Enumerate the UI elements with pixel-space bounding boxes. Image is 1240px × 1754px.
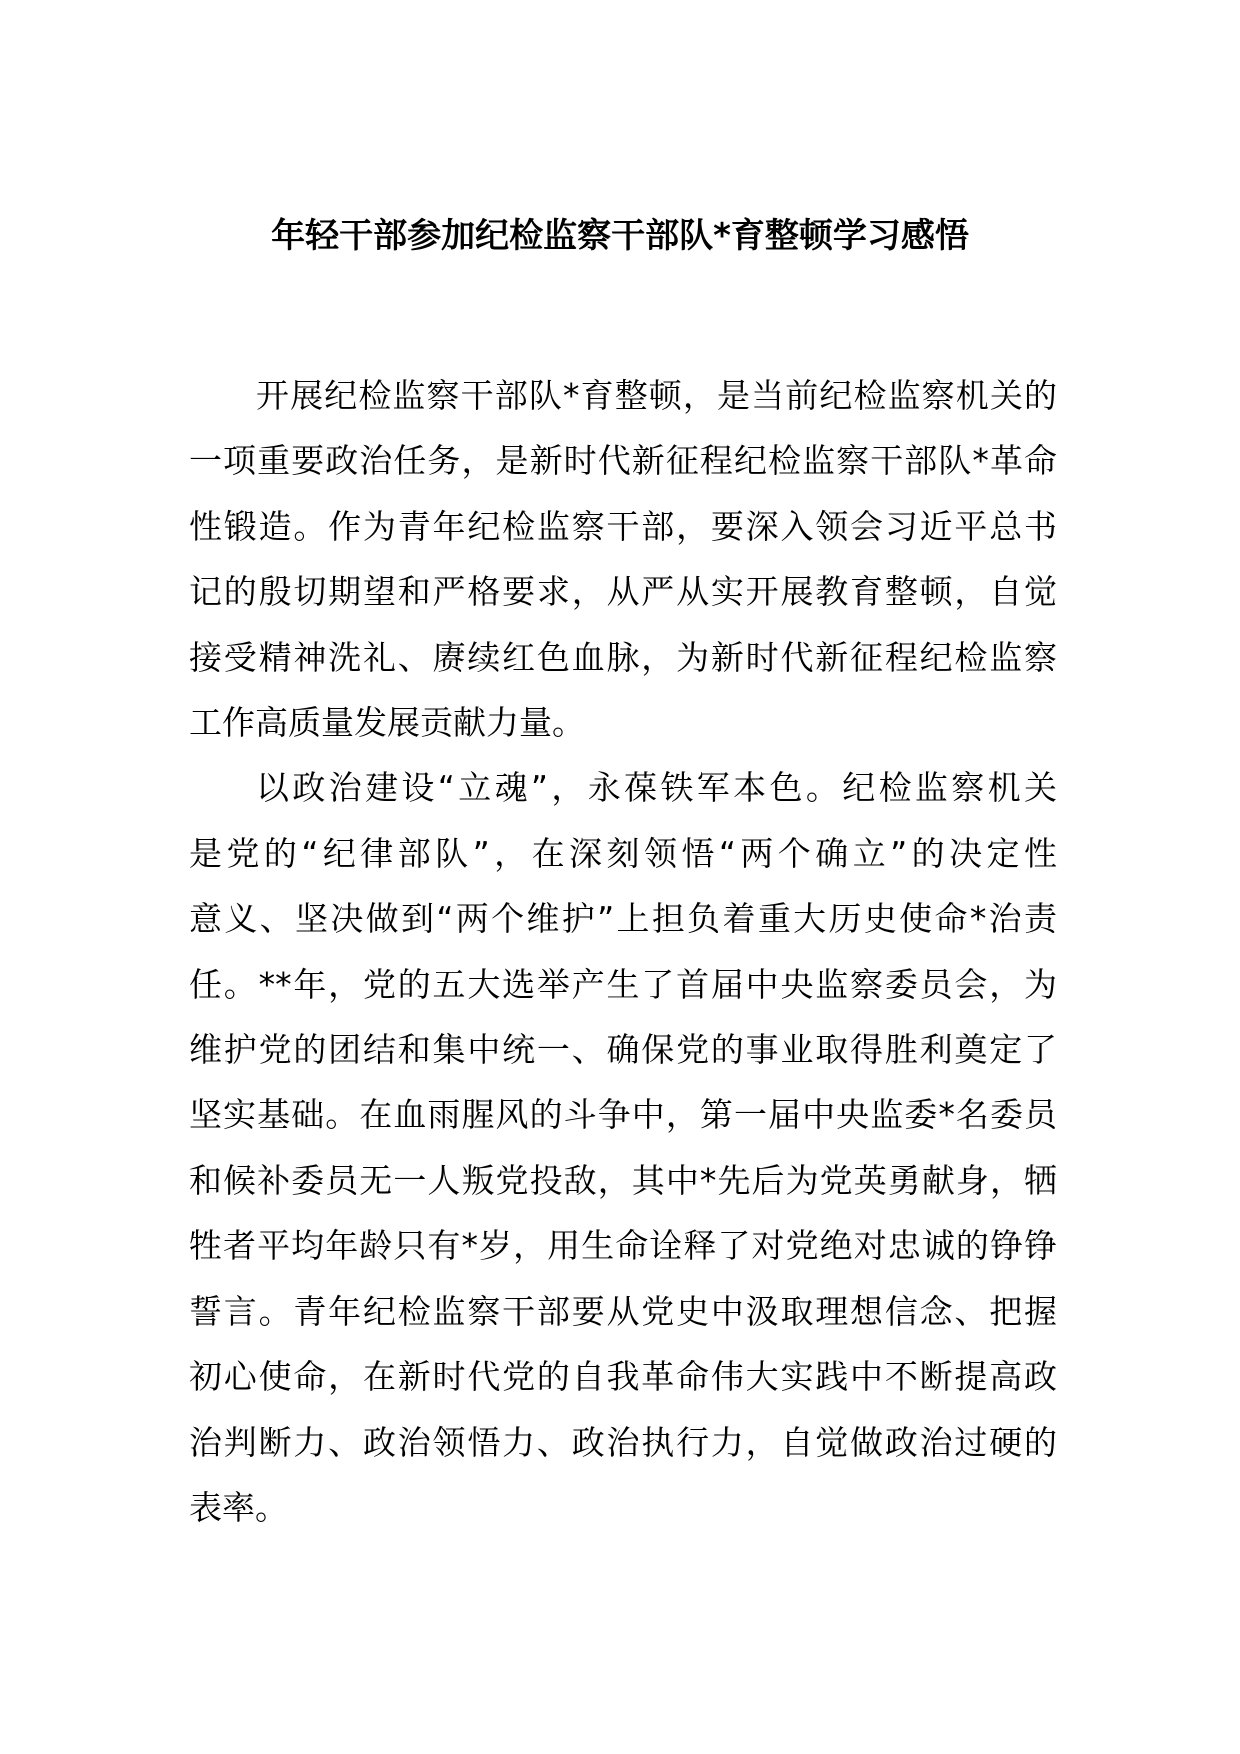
text-line: 记的殷切期望和严格要求，从严从实开展教育整顿，自觉 (189, 572, 1057, 612)
text-line: 意义、坚决做到“两个维护”上担负着重大历史使命*治责 (189, 899, 1057, 939)
text-line: 治判断力、政治领悟力、政治执行力，自觉做政治过硬的 (189, 1422, 1057, 1462)
text-line: 工作高质量发展贡献力量。 (189, 703, 585, 743)
text-line: 性锻造。作为青年纪检监察干部，要深入领会习近平总书 (189, 506, 1057, 546)
text-line: 是党的“纪律部队”，在深刻领悟“两个确立”的决定性 (189, 833, 1057, 873)
text-line: 和候补委员无一人叛党投敌，其中*先后为党英勇献身，牺 (189, 1160, 1057, 1200)
text-line: 牲者平均年龄只有*岁，用生命诠释了对党绝对忠诚的铮铮 (189, 1226, 1057, 1266)
text-line: 任。**年，党的五大选举产生了首届中央监察委员会，为 (189, 964, 1057, 1004)
paragraph (189, 755, 1057, 1540)
text-line: 以政治建设“立魂”，永葆铁军本色。纪检监察机关 (256, 768, 1057, 808)
text-line: 一项重要政治任务，是新时代新征程纪检监察干部队*革命 (189, 441, 1057, 481)
text-line: 维护党的团结和集中统一、确保党的事业取得胜利奠定了 (189, 1030, 1057, 1070)
text-line: 接受精神洗礼、赓续红色血脉，为新时代新征程纪检监察 (189, 637, 1057, 677)
paragraph (189, 363, 1057, 755)
text-line: 誓言。青年纪检监察干部要从党史中汲取理想信念、把握 (189, 1291, 1057, 1331)
text-line: 开展纪检监察干部队*育整顿，是当前纪检监察机关的 (256, 376, 1057, 415)
text-line: 初心使命，在新时代党的自我革命伟大实践中不断提高政 (189, 1357, 1057, 1397)
text-line: 表率。 (189, 1487, 288, 1527)
document-body (189, 363, 1057, 1540)
text-line: 坚实基础。在血雨腥风的斗争中，第一届中央监委*名委员 (189, 1095, 1057, 1135)
document-title: 年轻干部参加纪检监察干部队*育整顿学习感悟 (271, 216, 969, 256)
